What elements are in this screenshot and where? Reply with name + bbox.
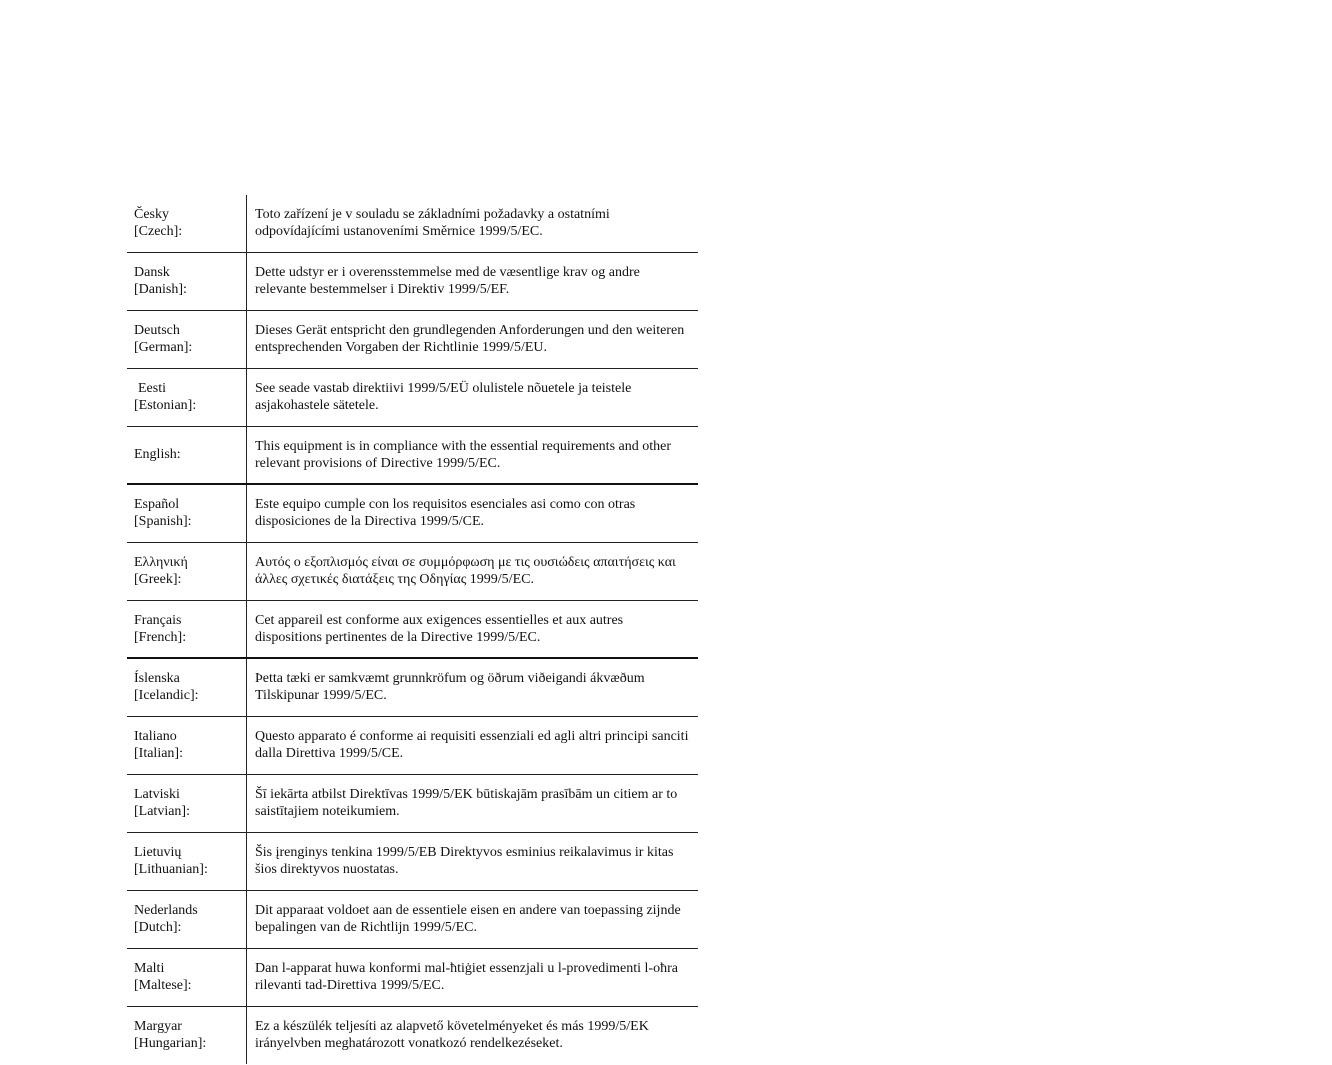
table-row (127, 252, 698, 310)
language-english: [French]: (134, 629, 187, 645)
statement-cell (247, 1006, 699, 1064)
language-name: Česky (134, 207, 169, 223)
language-cell (127, 252, 247, 310)
table-row (127, 774, 698, 832)
statement-text: Toto zařízení je v souladu se základními požadavky a ostatními odpovídajícími ustanoveními Směrnice 1999/5/EC. (255, 207, 610, 240)
language-cell (127, 484, 247, 542)
language-cell (127, 426, 247, 484)
statement-cell (247, 774, 699, 832)
table-row (127, 832, 698, 890)
language-name: Italiano (134, 729, 177, 744)
language-english: [Lithuanian]: (134, 862, 208, 877)
statement-text: Dette udstyr er i overensstemmelse med de væsentlige krav og andre relevante bestemmelser i Direktiv 1999/5/EF. (255, 265, 640, 297)
language-english: [Latvian]: (134, 804, 190, 819)
language-cell (127, 542, 247, 600)
statement-text: This equipment is in compliance with the essential requirements and other relevant provisions of Directive 1999/5/EC. (255, 438, 672, 471)
statement-cell (247, 310, 699, 368)
statement-cell (247, 368, 699, 426)
language-name: Deutsch (134, 323, 180, 338)
statement-cell (247, 890, 699, 948)
language-name: Margyar (134, 1019, 182, 1035)
table-row (127, 716, 698, 774)
language-name: Íslenska (134, 671, 180, 687)
language-english: [German]: (134, 340, 193, 355)
language-name: Español (134, 497, 180, 513)
statement-text: Este equipo cumple con los requisitos esenciales asi como con otras disposiciones de la Directiva 1999/5/CE. (255, 497, 636, 530)
language-english: [Estonian]: (134, 398, 197, 413)
language-english: [Greek]: (134, 572, 182, 587)
statement-cell (247, 600, 699, 658)
statement-text: Dieses Gerät entspricht den grundlegenden Anforderungen und den weiteren entsprechenden Vorgaben der Richtlinie 1999/5/EU. (255, 323, 685, 355)
language-name: Français (134, 612, 182, 628)
statement-cell (247, 195, 699, 252)
language-cell (127, 368, 247, 426)
table-row (127, 890, 698, 948)
language-name: Malti (134, 961, 165, 976)
statement-cell (247, 658, 699, 716)
language-name: Latviski (134, 787, 180, 802)
statement-text: Ez a készülék teljesíti az alapvető követelményeket és más 1999/5/EK irányelvben meghatározott vonatkozó rendelkezéseket. (255, 1019, 649, 1052)
statement-text: Cet appareil est conforme aux exigences essentielles et aux autres dispositions pertinentes de la Directive 1999/5/EC. (255, 612, 624, 645)
table-row (127, 310, 698, 368)
table-row (127, 426, 698, 484)
statement-cell (247, 948, 699, 1006)
statement-text: Šis įrenginys tenkina 1999/5/EB Direktyvos esminius reikalavimus ir kitas šios direktyvos nuostatas. (255, 845, 674, 877)
statement-text: Dit apparaat voldoet aan de essentiele eisen en andere van toepassing zijnde bepalingen van de Richtlijn 1999/5/EC. (255, 903, 681, 935)
language-name: Lietuvių (134, 845, 182, 860)
statement-cell (247, 542, 699, 600)
language-english: [Danish]: (134, 282, 187, 297)
language-name: Dansk (134, 265, 170, 280)
language-english: [Hungarian]: (134, 1036, 207, 1052)
statement-cell (247, 252, 699, 310)
language-cell (127, 658, 247, 716)
language-english: [Italian]: (134, 746, 183, 761)
statement-cell (247, 716, 699, 774)
language-english: [Maltese]: (134, 978, 192, 993)
statement-cell (247, 426, 699, 484)
language-name: Nederlands (134, 903, 198, 918)
language-name: Ελληνική (134, 555, 188, 570)
table-row (127, 195, 698, 252)
table-row (127, 1006, 698, 1064)
table-row (127, 542, 698, 600)
table-row (127, 600, 698, 658)
statement-text: Αυτός ο εξοπλισμός είναι σε συμμόρφωση με τις ουσιώδεις απαιτήσεις και άλλες σχετικές διατάξεις της Οδηγίας 1999/5/EC. (255, 555, 676, 587)
language-cell (127, 774, 247, 832)
language-english: [Spanish]: (134, 514, 192, 530)
language-english: [Czech]: (134, 224, 183, 240)
statement-text: Questo apparato é conforme ai requisiti essenziali ed agli altri principi sanciti dalla Direttiva 1999/5/CE. (255, 729, 689, 761)
language-cell (127, 600, 247, 658)
compliance-table (127, 195, 698, 1064)
language-cell (127, 890, 247, 948)
language-cell (127, 195, 247, 252)
language-cell (127, 1006, 247, 1064)
language-english: [Icelandic]: (134, 688, 199, 704)
language-cell (127, 948, 247, 1006)
table-row (127, 368, 698, 426)
statement-text: Šī iekārta atbilst Direktīvas 1999/5/EK būtiskajām prasībām un citiem ar to saistītajiem noteikumiem. (255, 787, 678, 819)
statement-text: See seade vastab direktiivi 1999/5/EÜ olulistele nõuetele ja teistele asjakohastele sätetele. (255, 381, 632, 413)
language-name: Eesti (138, 381, 166, 396)
statement-text: Þetta tæki er samkvæmt grunnkröfum og öðrum viðeigandi ákvæðum Tilskipunar 1999/5/EC. (255, 671, 645, 704)
table-row (127, 948, 698, 1006)
language-cell (127, 832, 247, 890)
language-cell (127, 716, 247, 774)
language-name: English: (134, 447, 181, 463)
table-row (127, 484, 698, 542)
table-row (127, 658, 698, 716)
statement-text: Dan l-apparat huwa konformi mal-ħtiġiet essenzjali u l-provedimenti l-oħra rilevanti tad-Direttiva 1999/5/EC. (255, 961, 678, 993)
language-english: [Dutch]: (134, 920, 182, 935)
statement-cell (247, 484, 699, 542)
language-cell (127, 310, 247, 368)
statement-cell (247, 832, 699, 890)
